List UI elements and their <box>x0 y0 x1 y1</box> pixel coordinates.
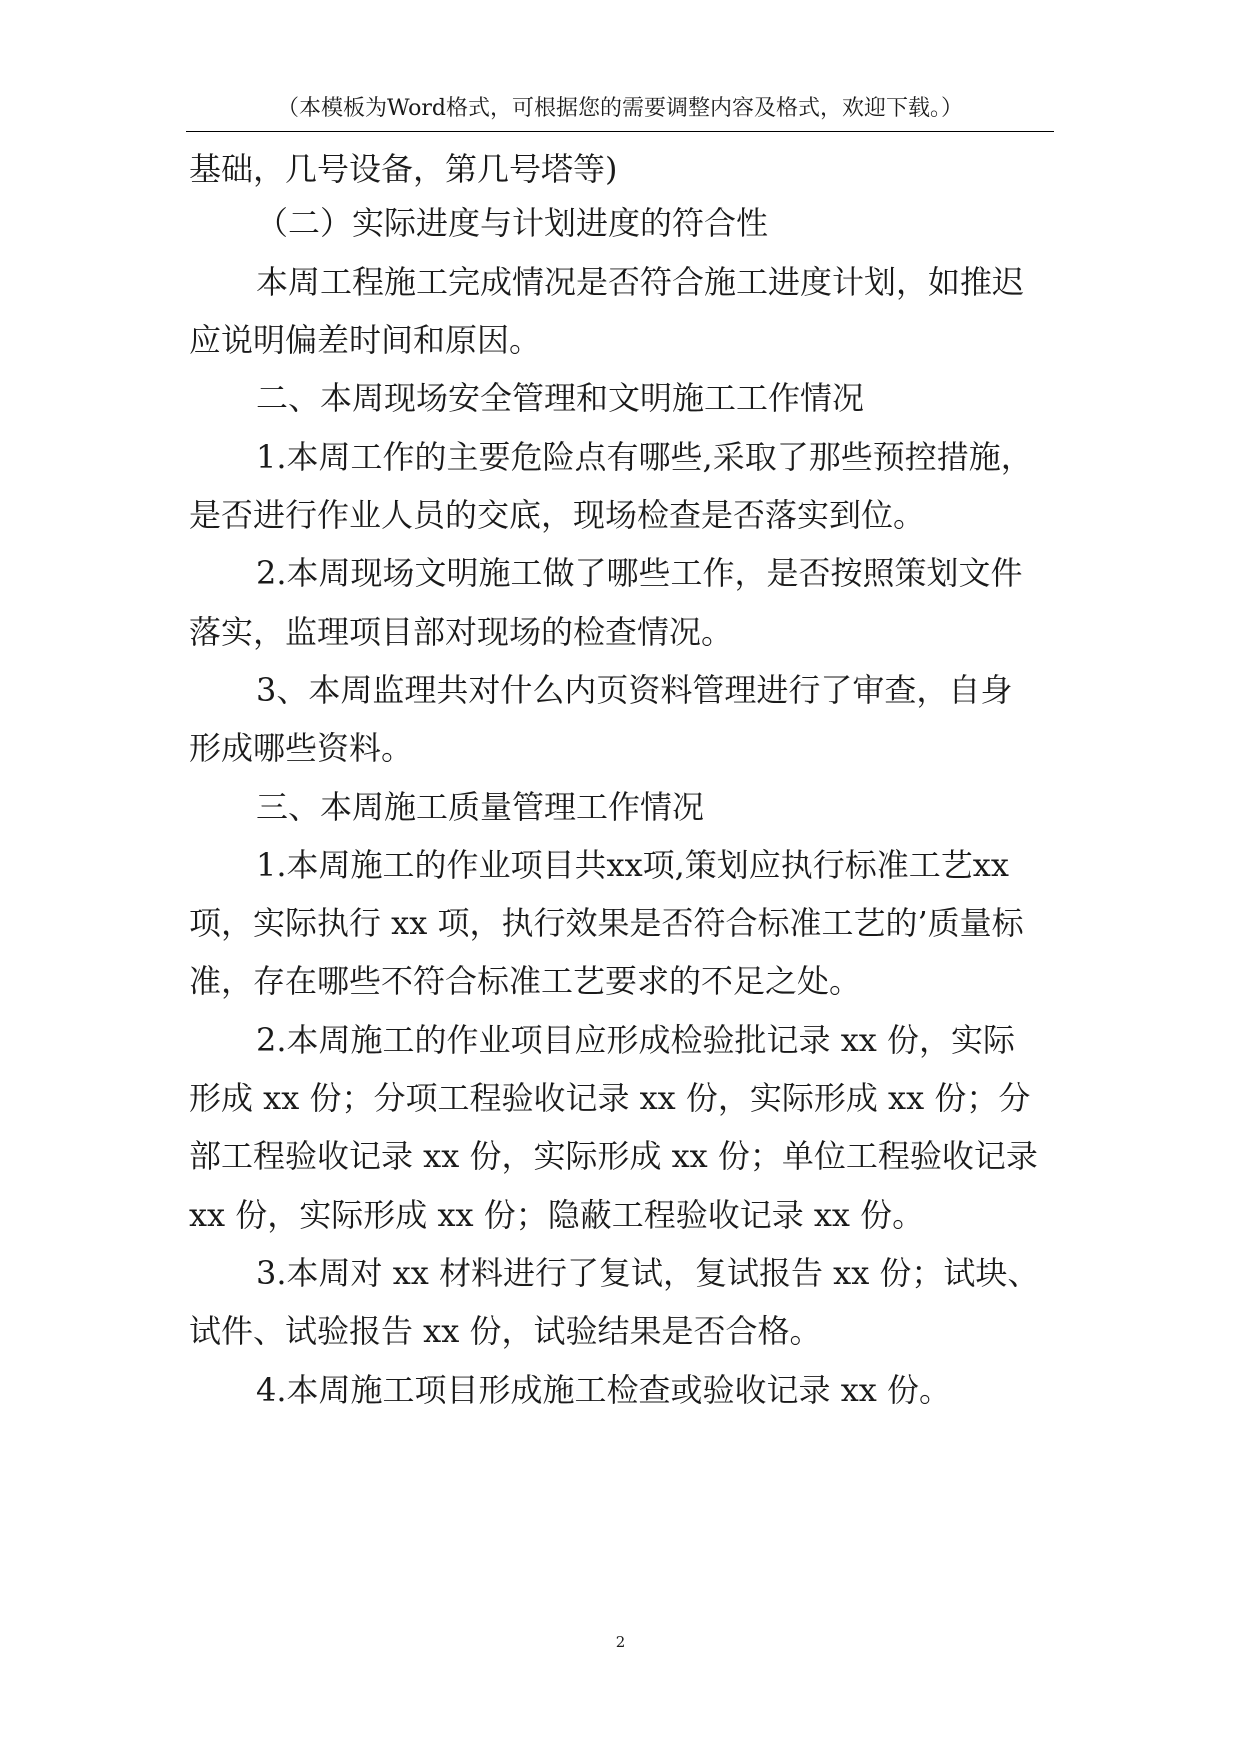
paragraph-line: 基础，几号设备，第几号塔等) <box>189 150 618 188</box>
paragraph-line: 1.本周施工的作业项目共xx项,策划应执行标准工艺xx <box>256 846 1009 884</box>
section-heading: 三、本周施工质量管理工作情况 <box>256 788 705 826</box>
paragraph-line: 部工程验收记录 xx 份，实际形成 xx 份；单位工程验收记录 <box>189 1137 1038 1175</box>
paragraph-line: 落实，监理项目部对现场的检查情况。 <box>189 613 734 651</box>
paragraph-line: 准，存在哪些不符合标准工艺要求的不足之处。 <box>189 962 862 1000</box>
paragraph-line: 1.本周工作的主要危险点有哪些,采取了那些预控措施， <box>256 438 1033 476</box>
paragraph-line: 形成哪些资料。 <box>189 729 414 767</box>
paragraph-line: 是否进行作业人员的交底，现场检查是否落实到位。 <box>189 496 926 534</box>
paragraph-line: 3、本周监理共对什么内页资料管理进行了审查，自身 <box>256 671 1013 709</box>
paragraph-line: 2.本周施工的作业项目应形成检验批记录 xx 份，实际 <box>256 1021 1015 1059</box>
page-number: 2 <box>615 1633 626 1651</box>
paragraph-line: 4.本周施工项目形成施工检查或验收记录 xx 份。 <box>256 1371 951 1409</box>
paragraph-line: 项，实际执行 xx 项，执行效果是否符合标准工艺的’质量标 <box>189 904 1024 942</box>
paragraph-line: 应说明偏差时间和原因。 <box>189 321 542 359</box>
paragraph-line: 3.本周对 xx 材料进行了复试，复试报告 xx 份；试块、 <box>256 1254 1040 1292</box>
section-heading: （二）实际进度与计划进度的符合性 <box>256 204 769 242</box>
paragraph-line: 本周工程施工完成情况是否符合施工进度计划，如推迟 <box>256 263 1025 301</box>
paragraph-line: 形成 xx 份；分项工程验收记录 xx 份，实际形成 xx 份；分 <box>189 1079 1031 1117</box>
page-header: （本模板为Word格式，可根据您的需要调整内容及格式，欢迎下载。） <box>186 97 1054 132</box>
paragraph-line: 2.本周现场文明施工做了哪些工作，是否按照策划文件 <box>256 554 1023 592</box>
section-heading: 二、本周现场安全管理和文明施工工作情况 <box>256 379 865 417</box>
paragraph-line: 试件、试验报告 xx 份，试验结果是否合格。 <box>189 1312 822 1350</box>
paragraph-line: xx 份，实际形成 xx 份；隐蔽工程验收记录 xx 份。 <box>189 1196 925 1234</box>
